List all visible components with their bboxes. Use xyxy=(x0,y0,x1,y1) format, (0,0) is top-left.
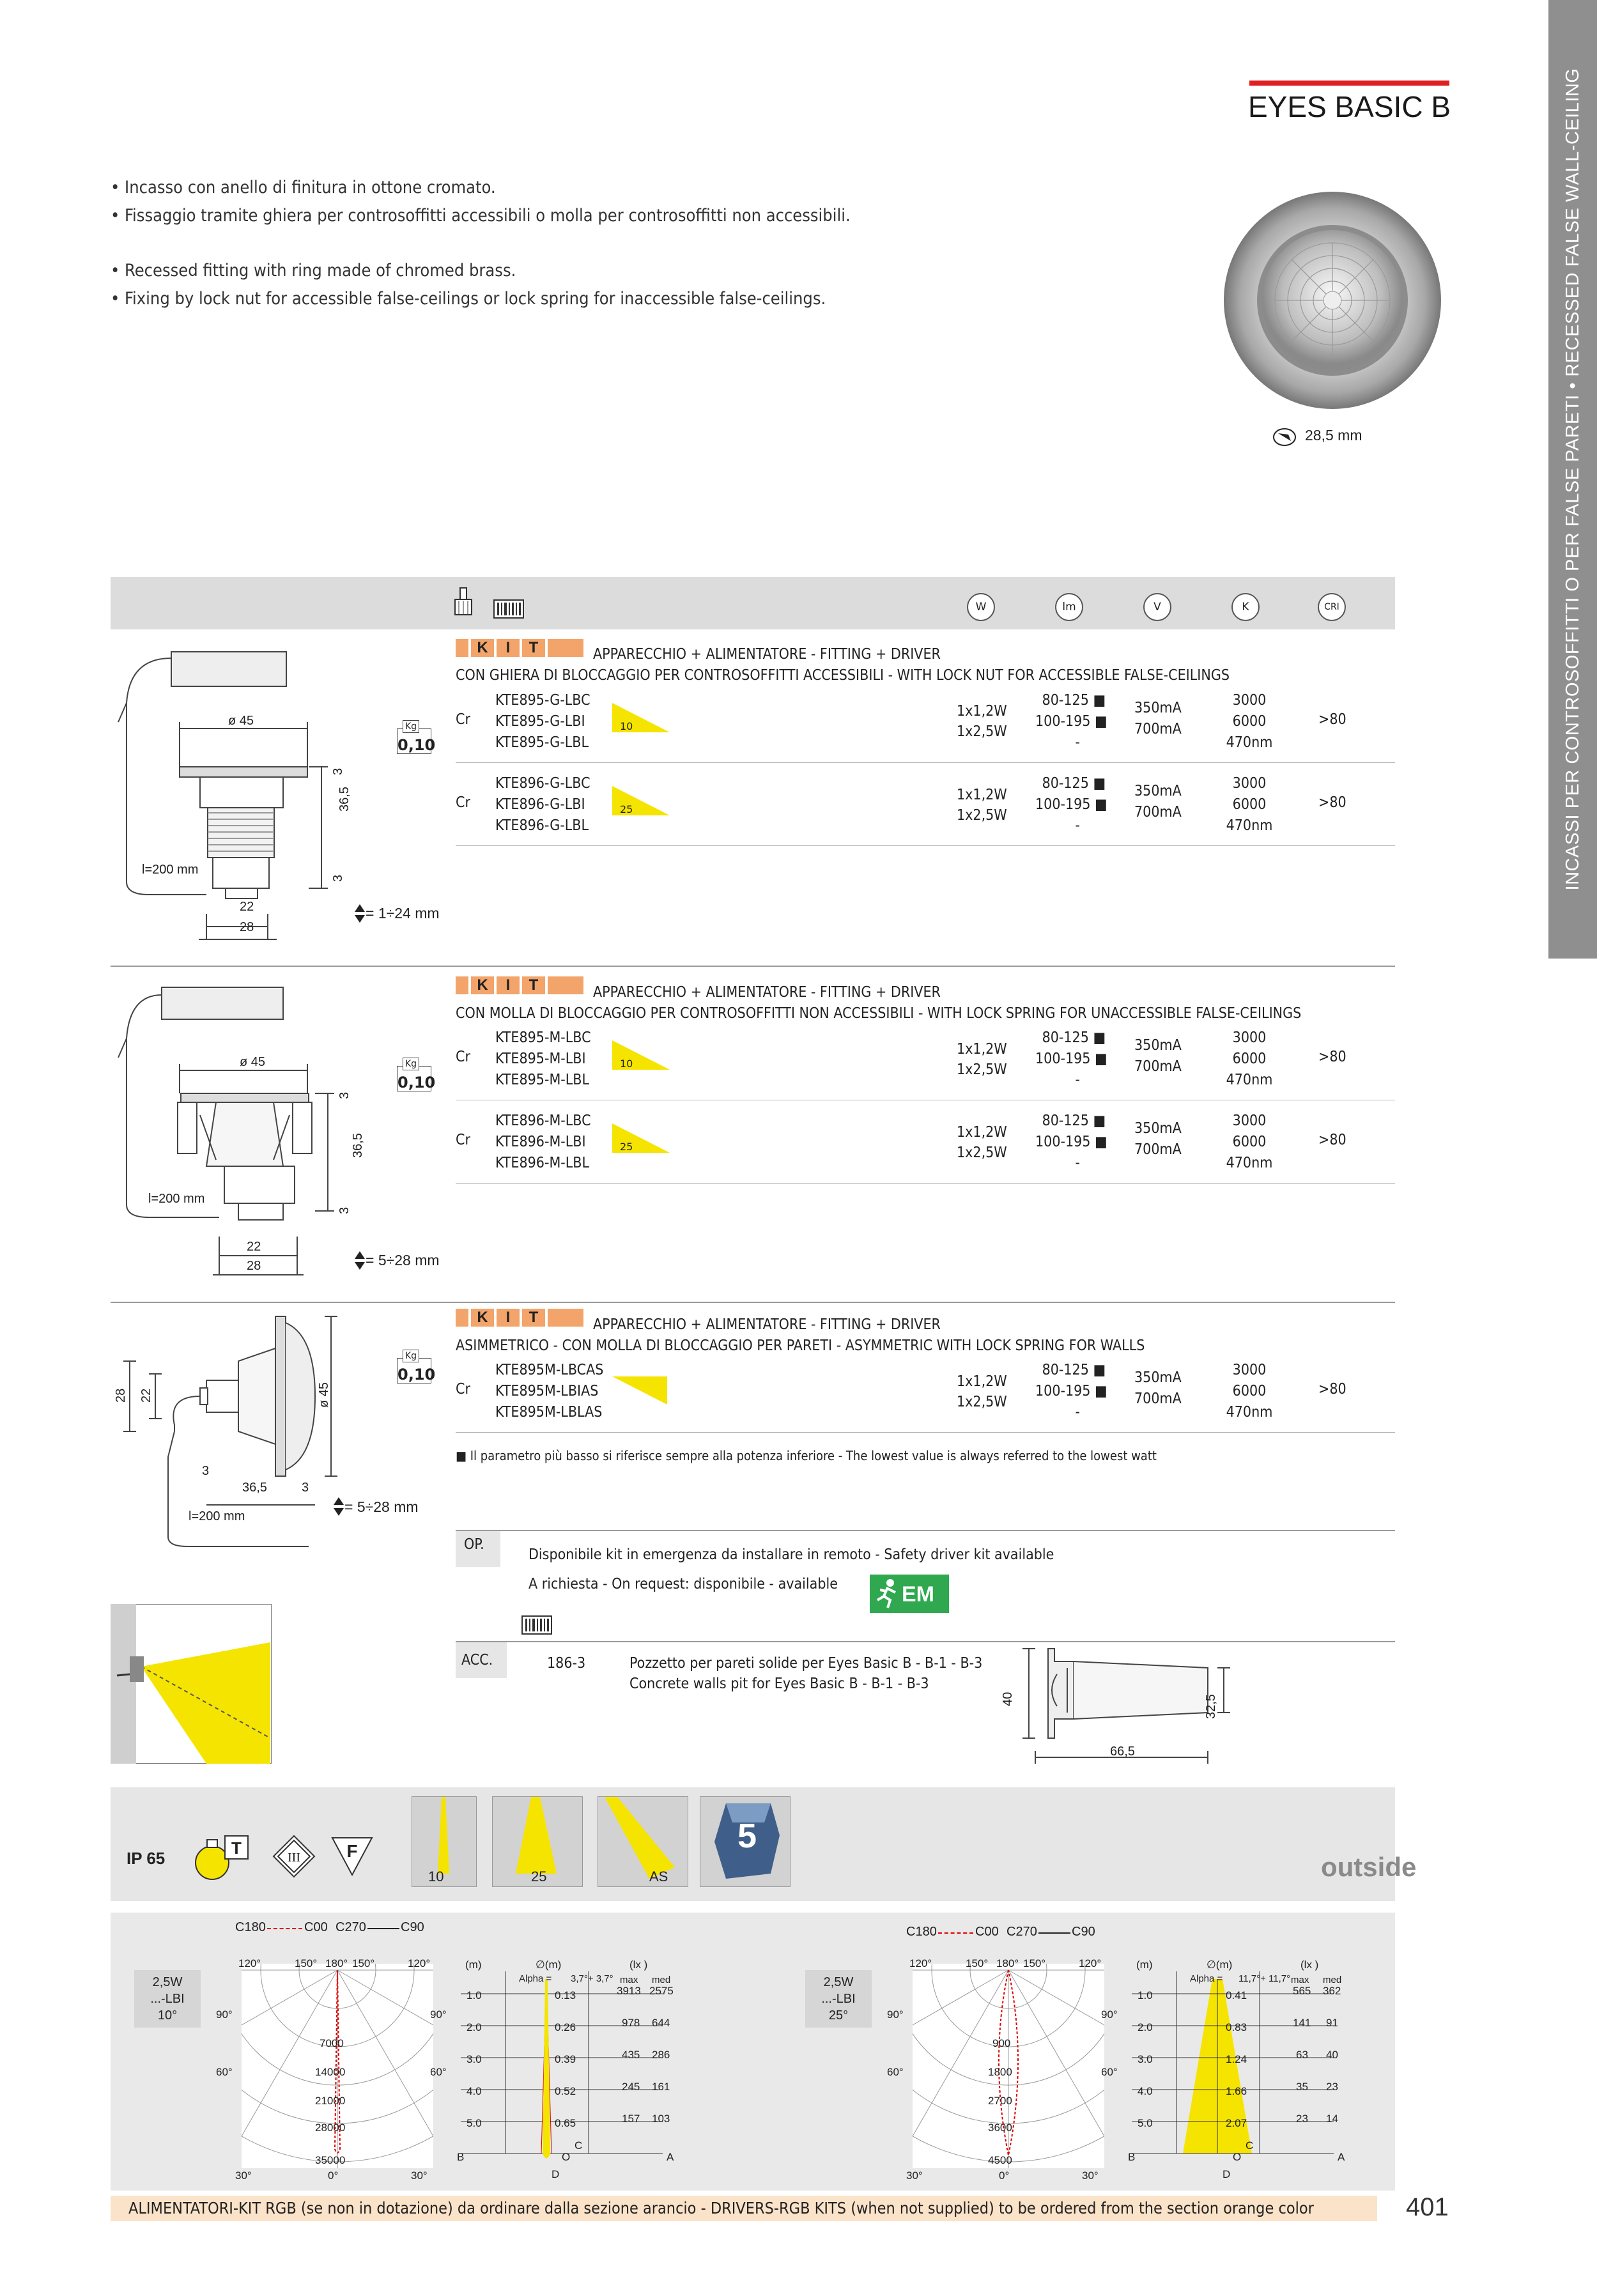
wattage: 1x1,2W 1x2,5W xyxy=(957,703,1007,740)
dim-bottom: 3 xyxy=(337,1206,351,1214)
dim-diameter: ø 45 xyxy=(317,1382,331,1408)
dim-outer-height: 28 xyxy=(114,1388,128,1403)
technical-drawing-lock-spring xyxy=(111,981,456,1281)
legend-dash xyxy=(938,1932,973,1934)
page-number: 401 xyxy=(1406,2193,1449,2221)
divider xyxy=(456,1432,1395,1433)
cut-icon xyxy=(355,1262,365,1270)
photometric-label: 2,5W ...-LBI 25° xyxy=(805,1970,872,2028)
dim-top: 3 xyxy=(331,767,345,775)
op-line-1: Disponibile kit in emergenza da installare in remoto - Safety driver kit available xyxy=(528,1546,1054,1563)
current: 350mA 700mA xyxy=(1134,700,1182,737)
header-icon-watt: W xyxy=(967,593,995,621)
side-tab-label: INCASSI PER CONTROSOFFITTI O PER FALSE PARETI • RECESSED FALSE WALL-CEILING xyxy=(1562,68,1583,891)
guarantee-years: 5 xyxy=(737,1817,757,1855)
op-divider xyxy=(456,1530,1395,1531)
product-codes: KTE895-M-LBC KTE895-M-LBI KTE895-M-LBL xyxy=(495,1029,591,1088)
beam-asymmetric-icon xyxy=(598,1796,688,1887)
wall-light-illustration xyxy=(111,1604,272,1764)
row-diam: 0.13 xyxy=(555,1989,576,2001)
product-photo xyxy=(1214,173,1457,441)
beam-angle: 25 xyxy=(620,1141,633,1153)
current: 350mA 700mA xyxy=(1134,1037,1182,1075)
bullet-en-2: • Fixing by lock nut for accessible false-ceilings or lock spring for inaccessible false-ceilings. xyxy=(111,289,826,309)
color-temp: 3000 6000 470nm xyxy=(1226,1113,1273,1171)
divider xyxy=(456,845,1395,846)
dim-width-outer: 28 xyxy=(240,920,254,934)
temperature-lamp-icon xyxy=(192,1831,249,1882)
description-italian xyxy=(111,174,851,230)
dim-diameter: ø 45 xyxy=(240,1055,266,1069)
brush-icon xyxy=(452,587,475,619)
section-heading: APPARECCHIO + ALIMENTATORE - FITTING + DRIVER xyxy=(593,646,941,663)
cri-value: >80 xyxy=(1318,711,1346,728)
cut-out-range: = 5÷28 mm xyxy=(344,1499,419,1515)
bullet-en-1: • Recessed fitting with ring made of chromed brass. xyxy=(111,261,516,281)
wattage: 1x1,2W 1x2,5W xyxy=(957,1373,1007,1410)
illuminance-table-graph xyxy=(461,1971,663,2176)
product-codes xyxy=(495,690,590,753)
table-header-bar xyxy=(111,577,1395,629)
section-subheading: ASIMMETRICO - CON MOLLA DI BLOCCAGGIO PER PARETI - ASYMMETRIC WITH LOCK SPRING FOR WALLS xyxy=(456,1337,1145,1354)
photometric-label: 2,5W ...-LBI 10° xyxy=(134,1970,201,2028)
class-iii-icon xyxy=(272,1834,316,1879)
ip-rating: IP 65 xyxy=(127,1849,166,1868)
acc-dim-height: 40 xyxy=(1001,1691,1015,1706)
acc-label: ACC. xyxy=(461,1652,493,1668)
op-label: OP. xyxy=(464,1536,484,1553)
current: 350mA 700mA xyxy=(1134,1120,1182,1158)
beam-angle: 25 xyxy=(620,803,633,815)
kit-badge xyxy=(456,639,583,657)
legend-c90: C90 xyxy=(401,1920,424,1934)
lumen: 80-125 ■ 100-195 ■ - xyxy=(1035,1362,1107,1421)
legend-c270: C270 xyxy=(336,1920,366,1934)
dim-width-inner: 22 xyxy=(247,1240,261,1254)
product-code: KTE895-G-LBL xyxy=(495,734,589,751)
lumen: 80-125 ■ 100-195 ■ - xyxy=(1035,1029,1107,1088)
kit-badge: K I T xyxy=(456,1309,583,1327)
side-tab xyxy=(1548,0,1597,959)
dim-height: 36,5 xyxy=(337,787,351,812)
finish: Cr xyxy=(456,1132,470,1148)
wattage: 1x1,2W 1x2,5W xyxy=(957,1041,1007,1078)
current: 350mA 700mA xyxy=(1134,783,1182,821)
kit-badge: K I T xyxy=(456,976,583,994)
technical-drawing-asymmetric xyxy=(111,1310,456,1578)
cut-out-range: = 5÷28 mm xyxy=(366,1252,440,1268)
asymmetric-beam-icon xyxy=(612,1376,667,1405)
svg-text:T: T xyxy=(231,1838,242,1858)
wattage: 1x1,2W 1x2,5W xyxy=(957,787,1007,824)
dim-bottom: 3 xyxy=(331,874,345,882)
beam-10-icon xyxy=(412,1796,477,1887)
svg-text:F: F xyxy=(346,1841,358,1861)
product-code: KTE896-G-LBL xyxy=(495,817,589,834)
cut-diameter-icon xyxy=(1272,426,1297,449)
kit-letter-i: I xyxy=(497,639,520,657)
dim-cable: l=200 mm xyxy=(148,1192,205,1206)
bullet-it-1: • Incasso con anello di finitura in ottone cromato. xyxy=(111,178,496,197)
bullet-it-2: • Fissaggio tramite ghiera per controsoffitti accessibili o molla per controsoffitti non accessibili. xyxy=(111,206,851,226)
section-heading: APPARECCHIO + ALIMENTATORE - FITTING + DRIVER xyxy=(593,984,941,1001)
color-temp: 3000 6000 470nm xyxy=(1226,1029,1273,1088)
guarantee-icon xyxy=(700,1796,791,1887)
wattage: 1x1,2W 1x2,5W xyxy=(957,1124,1007,1161)
legend-line xyxy=(367,1928,399,1929)
beam-10-label: 10 xyxy=(428,1868,444,1884)
photometric-block-25: C180 C00 C270 C90 2,5W ...-LBI 25° 120° 150° 180° 150° 120° 90° 90° 60° 60° 30° 0° 30° 900 1800 2700 3600 4500 (m) ∅(m) (lx ) Alpha = 11,7°+ 11,7° max med 1.0 0.41 565 362 2.0 0.83 141 91 3.0 1.24 63 40 4.0 1.66 35 23 5.0 2.07 23 14 B C A O D xyxy=(782,1913,1421,2191)
barcode-icon xyxy=(493,599,524,619)
product-codes: KTE895M-LBCAS KTE895M-LBIAS KTE895M-LBLAS xyxy=(495,1362,604,1421)
cut-icon xyxy=(355,915,365,923)
dim-top: 3 xyxy=(337,1091,351,1099)
legend-dash xyxy=(267,1928,302,1929)
acc-code: 186-3 xyxy=(547,1655,586,1672)
kit-letter-k: K xyxy=(471,639,494,657)
finish: Cr xyxy=(456,794,470,811)
lumen: 80-125 ■ 100-195 ■ - xyxy=(1035,692,1107,751)
page-title: EYES BASIC B xyxy=(1247,90,1451,123)
legend-c180: C180 xyxy=(235,1920,266,1934)
lumen: 80-125 ■ 100-195 ■ - xyxy=(1035,1113,1107,1171)
section-subheading: CON MOLLA DI BLOCCAGGIO PER CONTROSOFFITTI NON ACCESSIBILI - WITH LOCK SPRING FOR UNACCESSIBLE FALSE-CEILINGS xyxy=(456,1005,1302,1022)
acc-line-1: Pozzetto per pareti solide per Eyes Basic B - B-1 - B-3 xyxy=(629,1655,983,1672)
em-label: EM xyxy=(902,1582,934,1606)
legend-line xyxy=(1038,1932,1070,1934)
finish: Cr xyxy=(456,1049,470,1065)
divider xyxy=(456,1183,1395,1184)
section-divider xyxy=(111,1302,1395,1303)
lumen: 80-125 ■ 100-195 ■ - xyxy=(1035,775,1107,834)
cut-icon xyxy=(334,1497,344,1505)
acc-dim-width: 66,5 xyxy=(1110,1745,1135,1759)
cri-value: >80 xyxy=(1318,1049,1346,1065)
row-max: 3913 xyxy=(617,1985,641,1997)
product-codes: KTE896-M-LBC KTE896-M-LBI KTE896-M-LBL xyxy=(495,1113,591,1171)
color-temp: 3000 6000 470nm xyxy=(1226,692,1273,751)
weight-box: Kg 0,10 xyxy=(397,1059,436,1091)
header-icon-cri: CRI xyxy=(1318,593,1346,621)
weight-box: Kg 0,10 xyxy=(397,721,436,754)
acc-dim-height-2: 32,5 xyxy=(1204,1694,1218,1719)
brand-logo: outside xyxy=(1321,1852,1417,1882)
dim-inner-height: 22 xyxy=(139,1388,153,1403)
dim-side: 3 xyxy=(302,1481,309,1495)
dim-cable: l=200 mm xyxy=(189,1509,245,1523)
footnote: ■ Il parametro più basso si riferisce sempre alla potenza inferiore - The lowest value is always referred to the lowest watt xyxy=(456,1448,1157,1463)
color-temp: 3000 6000 470nm xyxy=(1226,1362,1273,1421)
emergency-badge xyxy=(870,1575,949,1613)
photometric-block-10: C180 C00 C270 C90 2,5W ...-LBI 10° 120° 150° 180° 150° 120° 90° 90° 60° 60° 30° 0° 30° 7000 14000 21000 28000 35000 (m) ∅(m) (lx ) Alpha = 3,7°+ 3,7° max med 1.0 0.13 3913 2575 2.0 0.26 978 644 3.0 0.39 435 286 4.0 0.52 245 161 5.0 0.65 157 103 B C A O D xyxy=(111,1913,750,2191)
cri-value: >80 xyxy=(1318,794,1346,811)
finish: Cr xyxy=(456,711,470,728)
divider xyxy=(456,762,1395,763)
dim-cable: l=200 mm xyxy=(142,863,199,877)
dim-width-inner: 22 xyxy=(240,900,254,914)
header-icon-volt: V xyxy=(1143,593,1171,621)
section-divider xyxy=(111,966,1395,967)
acc-divider xyxy=(456,1641,1395,1642)
product-code: KTE896-G-LBC xyxy=(495,775,590,792)
svg-text:III: III xyxy=(288,1851,300,1865)
legend-c00: C00 xyxy=(304,1920,328,1934)
header-icon-lumen: lm xyxy=(1055,593,1083,621)
cri-value: >80 xyxy=(1318,1132,1346,1148)
row-m: 1.0 xyxy=(467,1989,482,2001)
beam-angle: 10 xyxy=(620,720,633,732)
dim-width-outer: 28 xyxy=(247,1259,261,1273)
dim-depth: 36,5 xyxy=(242,1481,267,1495)
cut-out-range: = 1÷24 mm xyxy=(366,905,440,921)
drivers-note: ALIMENTATORI-KIT RGB (se non in dotazione) da ordinare dalla sezione arancio - DRIVERS-RGB KITS (when not supplied) to be ordered from the section orange color xyxy=(111,2196,1377,2221)
technical-drawing-lock-nut xyxy=(111,645,456,946)
finish: Cr xyxy=(456,1381,470,1398)
f-mark-icon xyxy=(330,1835,374,1877)
weight-box: Kg 0,10 xyxy=(397,1351,436,1383)
section-heading: APPARECCHIO + ALIMENTATORE - FITTING + DRIVER xyxy=(593,1316,941,1333)
beam-25-icon xyxy=(492,1796,583,1887)
description-english xyxy=(111,257,826,313)
kit-letter-t: T xyxy=(522,639,545,657)
cri-value: >80 xyxy=(1318,1381,1346,1398)
row-med: 2575 xyxy=(649,1985,674,1997)
color-temp: 3000 6000 470nm xyxy=(1226,775,1273,834)
dim-height: 36,5 xyxy=(351,1133,365,1158)
beam-25-label: 25 xyxy=(531,1868,547,1884)
product-code: KTE895-G-LBC xyxy=(495,692,590,709)
beam-as-label: AS xyxy=(649,1868,668,1884)
product-code: KTE895-G-LBI xyxy=(495,713,585,730)
beam-angle: 10 xyxy=(620,1058,633,1070)
cut-icon xyxy=(355,1251,365,1259)
section-subheading: CON GHIERA DI BLOCCAGGIO PER CONTROSOFFITTI ACCESSIBILI - WITH LOCK NUT FOR ACCESSIBLE FALSE-CEILINGS xyxy=(456,667,1230,684)
cut-icon xyxy=(334,1508,344,1516)
op-line-2: A richiesta - On request: disponibile - available xyxy=(528,1576,838,1592)
cut-icon xyxy=(355,904,365,912)
product-code: KTE896-G-LBI xyxy=(495,796,585,813)
title-accent-bar xyxy=(1249,81,1449,86)
illuminance-table-graph xyxy=(1132,1971,1334,2176)
header-icon-kelvin: K xyxy=(1231,593,1260,621)
product-codes xyxy=(495,773,590,836)
barcode-icon xyxy=(521,1615,552,1635)
running-man-icon xyxy=(872,1578,902,1609)
acc-line-2: Concrete walls pit for Eyes Basic B - B-1 - B-3 xyxy=(629,1676,929,1692)
current: 350mA 700mA xyxy=(1134,1369,1182,1407)
product-dimension: 28,5 mm xyxy=(1305,427,1362,443)
dim-top: 3 xyxy=(202,1464,210,1478)
dim-diameter: ø 45 xyxy=(228,714,254,728)
